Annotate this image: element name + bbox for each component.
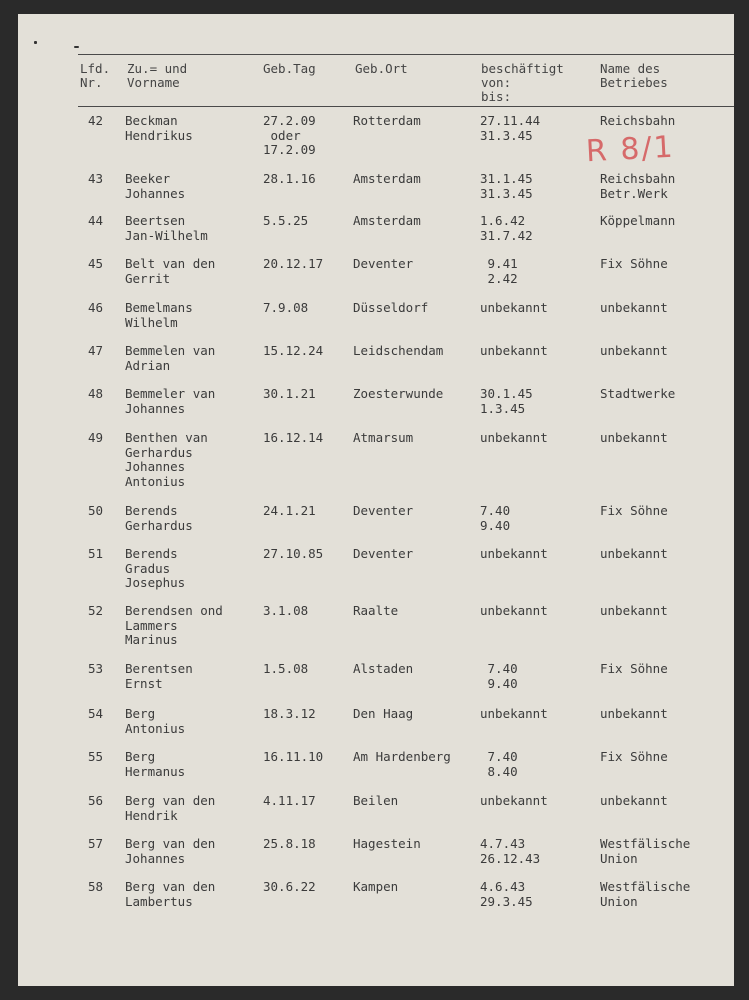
header-name: Zu.= und Vorname xyxy=(127,61,188,90)
row-number: 43 xyxy=(88,171,104,186)
row-employer: unbekannt xyxy=(600,706,668,721)
row-birth-date: 30.1.21 xyxy=(263,386,316,401)
row-name: Beeker Johannes xyxy=(125,171,186,201)
row-name: Berg Hermanus xyxy=(125,749,186,779)
header-betrieb: Name des Betriebes xyxy=(600,61,668,90)
row-employment-period: 7.40 9.40 xyxy=(487,661,518,691)
document-page xyxy=(18,14,734,986)
row-employment-period: unbekannt xyxy=(480,300,548,315)
header-bottom-rule xyxy=(78,106,734,107)
row-name: Berentsen Ernst xyxy=(125,661,193,691)
row-number: 52 xyxy=(88,603,104,618)
row-number: 45 xyxy=(88,256,104,271)
row-birth-date: 24.1.21 xyxy=(263,503,316,518)
row-birth-place: Den Haag xyxy=(353,706,414,721)
row-birth-date: 20.12.17 xyxy=(263,256,324,271)
row-employer: unbekannt xyxy=(600,546,668,561)
row-employment-period: 31.1.45 31.3.45 xyxy=(480,171,533,201)
row-name: Bemelmans Wilhelm xyxy=(125,300,193,330)
row-employer: unbekannt xyxy=(600,300,668,315)
row-birth-place: Beilen xyxy=(353,793,399,808)
row-employment-period: unbekannt xyxy=(480,546,548,561)
row-number: 51 xyxy=(88,546,104,561)
row-employer: unbekannt xyxy=(600,793,668,808)
row-birth-date: 25.8.18 xyxy=(263,836,316,851)
row-employment-period: unbekannt xyxy=(480,430,548,445)
row-employment-period: 4.6.43 29.3.45 xyxy=(480,879,533,909)
ink-dot xyxy=(74,46,79,48)
row-birth-date: 1.5.08 xyxy=(263,661,309,676)
row-number: 42 xyxy=(88,113,104,128)
row-birth-place: Kampen xyxy=(353,879,399,894)
row-number: 55 xyxy=(88,749,104,764)
row-birth-date: 3.1.08 xyxy=(263,603,309,618)
row-employer: Westfälische Union xyxy=(600,836,691,866)
row-name: Belt van den Gerrit xyxy=(125,256,216,286)
row-name: Bemmeler van Johannes xyxy=(125,386,216,416)
row-employment-period: 7.40 8.40 xyxy=(487,749,518,779)
row-employer: Stadtwerke xyxy=(600,386,676,401)
row-employment-period: 1.6.42 31.7.42 xyxy=(480,213,533,243)
row-name: Berg Antonius xyxy=(125,706,186,736)
row-name: Beckman Hendrikus xyxy=(125,113,193,143)
row-birth-date: 4.11.17 xyxy=(263,793,316,808)
row-employment-period: 9.41 2.42 xyxy=(487,256,518,286)
row-name: Berends Gradus Josephus xyxy=(125,546,186,591)
row-name: Berg van den Lambertus xyxy=(125,879,216,909)
row-number: 48 xyxy=(88,386,104,401)
row-employer: unbekannt xyxy=(600,603,668,618)
row-birth-date: 5.5.25 xyxy=(263,213,309,228)
row-number: 49 xyxy=(88,430,104,445)
row-birth-date: 15.12.24 xyxy=(263,343,324,358)
row-name: Bemmelen van Adrian xyxy=(125,343,216,373)
row-birth-place: Leidschendam xyxy=(353,343,444,358)
row-employer: Fix Söhne xyxy=(600,503,668,518)
row-birth-place: Düsseldorf xyxy=(353,300,429,315)
row-birth-date: 30.6.22 xyxy=(263,879,316,894)
row-name: Berendsen ond Lammers Marinus xyxy=(125,603,223,648)
header-lfd-nr: Lfd. Nr. xyxy=(80,61,111,90)
header-geb-tag: Geb.Tag xyxy=(263,61,316,76)
row-employer: Fix Söhne xyxy=(600,256,668,271)
row-employer: Westfälische Union xyxy=(600,879,691,909)
row-employer: unbekannt xyxy=(600,343,668,358)
row-number: 57 xyxy=(88,836,104,851)
row-birth-place: Zoesterwunde xyxy=(353,386,444,401)
row-number: 56 xyxy=(88,793,104,808)
row-birth-place: Amsterdam xyxy=(353,213,421,228)
row-number: 46 xyxy=(88,300,104,315)
row-employer: Fix Söhne xyxy=(600,661,668,676)
row-birth-place: Deventer xyxy=(353,256,414,271)
row-employment-period: unbekannt xyxy=(480,603,548,618)
row-number: 54 xyxy=(88,706,104,721)
row-employment-period: unbekannt xyxy=(480,793,548,808)
ink-dot xyxy=(34,41,37,44)
header-geb-ort: Geb.Ort xyxy=(355,61,408,76)
row-employer: Fix Söhne xyxy=(600,749,668,764)
row-number: 44 xyxy=(88,213,104,228)
row-birth-date: 28.1.16 xyxy=(263,171,316,186)
row-employment-period: 27.11.44 31.3.45 xyxy=(480,113,541,143)
row-birth-place: Atmarsum xyxy=(353,430,414,445)
row-employer: Reichsbahn xyxy=(600,113,676,128)
row-birth-place: Hagestein xyxy=(353,836,421,851)
row-name: Berg van den Hendrik xyxy=(125,793,216,823)
row-birth-place: Deventer xyxy=(353,546,414,561)
row-name: Berends Gerhardus xyxy=(125,503,193,533)
header-top-rule xyxy=(78,54,734,55)
handwritten-mark: R 8/1 xyxy=(585,129,676,170)
row-birth-place: Rotterdam xyxy=(353,113,421,128)
row-birth-date: 27.10.85 xyxy=(263,546,324,561)
row-birth-date: 16.12.14 xyxy=(263,430,324,445)
row-employment-period: 4.7.43 26.12.43 xyxy=(480,836,541,866)
row-birth-date: 7.9.08 xyxy=(263,300,309,315)
row-employment-period: unbekannt xyxy=(480,343,548,358)
row-birth-place: Amsterdam xyxy=(353,171,421,186)
row-number: 47 xyxy=(88,343,104,358)
row-name: Berg van den Johannes xyxy=(125,836,216,866)
row-birth-place: Am Hardenberg xyxy=(353,749,451,764)
row-employment-period: 7.40 9.40 xyxy=(480,503,511,533)
row-number: 53 xyxy=(88,661,104,676)
row-name: Benthen van Gerhardus Johannes Antonius xyxy=(125,430,208,489)
row-employment-period: 30.1.45 1.3.45 xyxy=(480,386,533,416)
row-employer: Köppelmann xyxy=(600,213,676,228)
row-employment-period: unbekannt xyxy=(480,706,548,721)
row-employer: Reichsbahn Betr.Werk xyxy=(600,171,676,201)
header-beschaeftigt: beschäftigt von: bis: xyxy=(481,61,564,104)
row-birth-place: Raalte xyxy=(353,603,399,618)
row-name: Beertsen Jan-Wilhelm xyxy=(125,213,208,243)
row-number: 50 xyxy=(88,503,104,518)
row-birth-date: 16.11.10 xyxy=(263,749,324,764)
row-employer: unbekannt xyxy=(600,430,668,445)
row-birth-place: Alstaden xyxy=(353,661,414,676)
row-birth-place: Deventer xyxy=(353,503,414,518)
row-birth-date: 18.3.12 xyxy=(263,706,316,721)
row-birth-date: 27.2.09 oder 17.2.09 xyxy=(263,113,316,158)
row-number: 58 xyxy=(88,879,104,894)
